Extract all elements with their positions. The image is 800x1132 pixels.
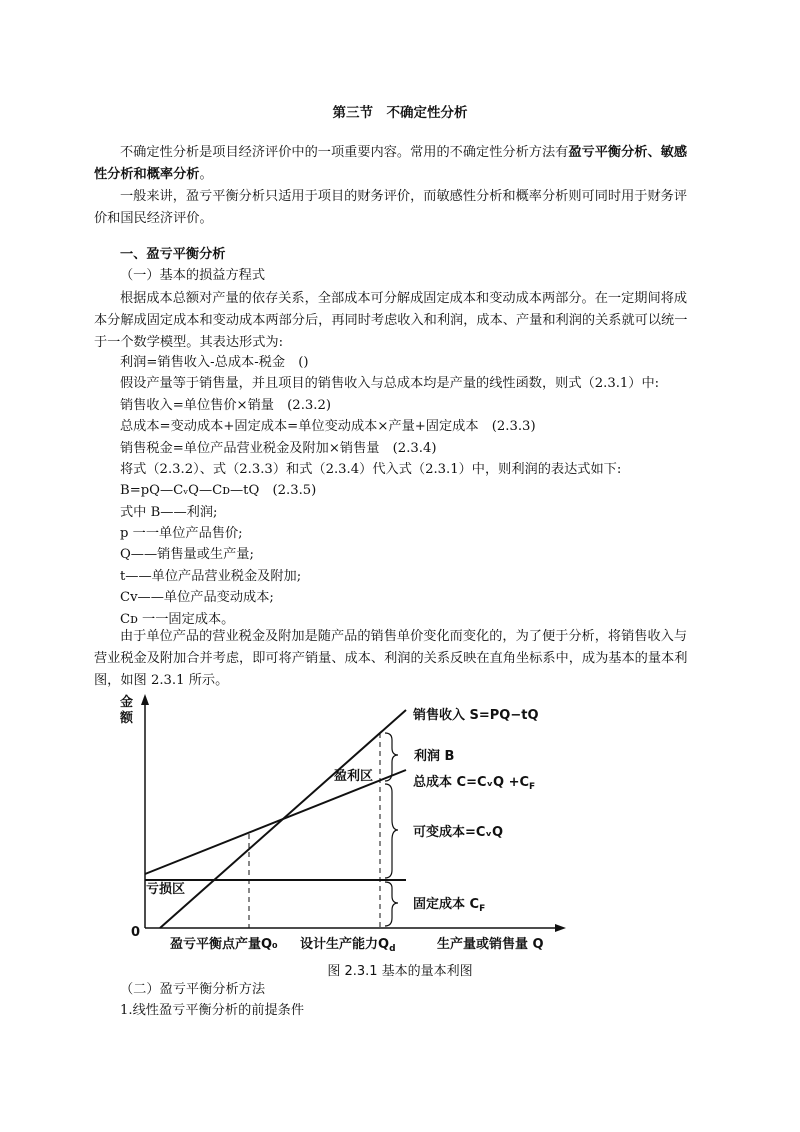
subheading-preconditions: 1.线性盈亏平衡分析的前提条件 (120, 1003, 305, 1018)
section-title: 第三节 不确定性分析 (332, 105, 468, 121)
intro-paragraph: 不确定性分析是项目经济评价中的一项重要内容。常用的不确定性分析方法有盈亏平衡分析、敏感性分析和概率分析。 (94, 145, 688, 182)
subheading-methods: （二）盈亏平衡分析方法 (120, 982, 266, 997)
fixed-cost-brace (385, 882, 398, 926)
methods-bold: 盈亏平衡分析、敏感性分析和概率分析 (94, 145, 688, 182)
cost-label: 总成本 C=CᵥQ $+C_F$ (413, 775, 536, 792)
figure-caption: 图 2.3.1 基本的量本利图 (327, 964, 473, 979)
y-label-a: 金 (120, 695, 134, 710)
loss-region-label: 亏损区 (146, 882, 186, 897)
scope-paragraph: 一般来讲，盈亏平衡分析只适用于项目的财务评价，而敏感性分析和概率分析则可同时用于财务评价和国民经济评价。 (94, 189, 688, 226)
chart-intro-paragraph: 由于单位产品的营业税金及附加是随产品的销售单价变化而变化的，为了便于分析，将销售收入与营业税金及附加合并考虑，即可将产销量、成本、利润的关系反映在直角坐标系中，成为基本的量本利图，如图 2.3.1 所示。 (94, 629, 688, 688)
equation-profit-expr: B=pQ—CᵥQ—Cᴅ—tQ (2.3.5) (120, 483, 317, 498)
variable-cost-label: 可变成本=CᵥQ (413, 825, 503, 840)
profit-region-label: 盈利区 (334, 769, 374, 784)
equation-tax: 销售税金=单位产品营业税金及附加×销售量 (2.3.4) (120, 441, 437, 456)
equation-total-cost: 总成本=变动成本+固定成本=单位变动成本×产量+固定成本 (2.3.3) (120, 419, 536, 434)
fixed-cost-label: 固定成本 $C_F$ (413, 897, 486, 914)
y-axis-arrow (141, 694, 149, 705)
def-q: Q——销售量或生产量; (120, 547, 254, 562)
cost-paragraph: 根据成本总额对产量的依存关系，全部成本可分解成固定成本和变动成本两部分。在一定期间将成本分解成固定成本和变动成本两部分后，再同时考虑收入和利润，成本、产量和利润的关系就可以统一于一个数学模型。其表达形式为: (94, 291, 688, 350)
def-t: t——单位产品营业税金及附加; (120, 569, 302, 584)
def-cv: Cv——单位产品变动成本; (120, 590, 274, 605)
total-cost-line (145, 770, 406, 874)
def-p: p 一一单位产品售价; (120, 526, 243, 541)
profit-label: 利润 B (414, 749, 455, 764)
y-label-b: 额 (120, 711, 134, 726)
breakeven-chart (100, 680, 700, 960)
def-cf: Cᴅ 一一固定成本。 (120, 612, 235, 627)
x-label-quantity: 生产量或销售量 Q (437, 937, 544, 952)
sales-label: 销售收入 S=PQ−tQ (413, 708, 539, 723)
x-label-breakeven: 盈亏平衡点产量Q₀ (170, 937, 278, 952)
variable-cost-brace (385, 784, 398, 878)
subheading-basic-equation: （一）基本的损益方程式 (120, 268, 266, 283)
def-b: 式中 B——利润; (120, 505, 218, 520)
heading-break-even: 一、盈亏平衡分析 (120, 247, 226, 262)
substitution-line: 将式（2.3.2）、式（2.3.3）和式（2.3.4）代入式（2.3.1）中，则利润的表达式如下: (120, 462, 622, 477)
origin-label: 0 (131, 925, 141, 940)
equation-profit: 利润=销售收入-总成本-税金 () (120, 355, 309, 370)
assumption-line: 假设产量等于销售量，并且项目的销售收入与总成本均是产量的线性函数，则式（2.3.1）中: (120, 376, 660, 391)
x-axis-arrow (555, 924, 566, 932)
x-label-design: 设计生产能力$Q_d$ (300, 937, 396, 954)
equation-sales: 销售收入=单位售价×销量 (2.3.2) (120, 398, 332, 413)
